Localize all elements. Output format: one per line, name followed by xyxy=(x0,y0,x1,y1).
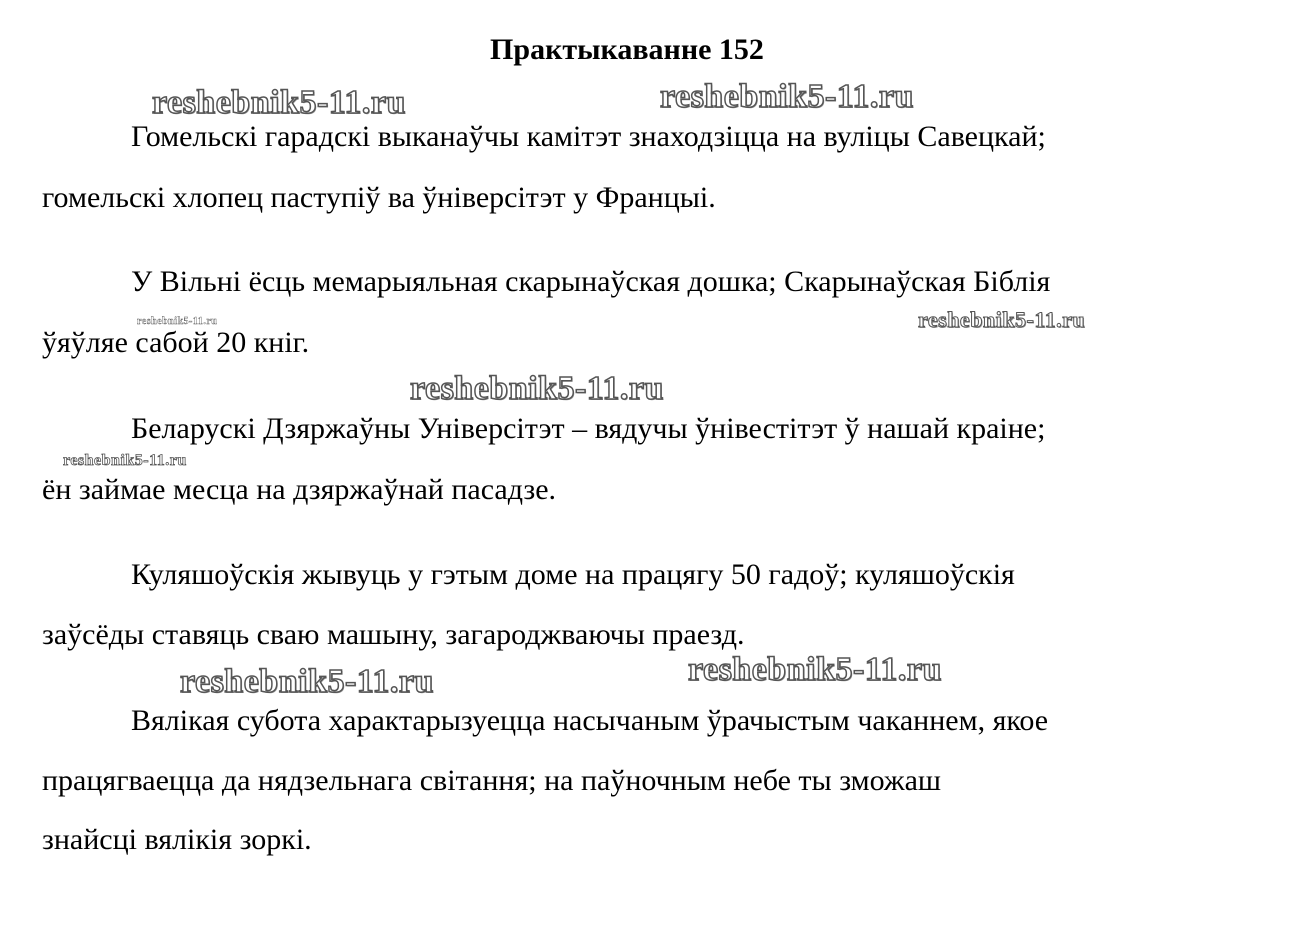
paragraph-2-line-2: ўяўляе сабой 20 кніг. xyxy=(42,326,310,359)
paragraph-2-line-1: У Вільні ёсць мемарыяльная скарынаўская дошка; Скарынаўская Біблія xyxy=(131,265,1051,298)
paragraph-3-line-2: ён займае месца на дзяржаўнай пасадзе. xyxy=(42,473,557,506)
paragraph-1-line-1: Гомельскі гарадскі выканаўчы камітэт знаходзіцца на вуліцы Савецкай; xyxy=(131,120,1046,153)
watermark: reshebnik5-11.ru xyxy=(137,316,218,327)
paragraph-4-line-2: заўсёды ставяць сваю машыну, загароджваючы праезд. xyxy=(42,618,745,651)
paragraph-5-line-1: Вялікая субота характарызуецца насычаным ўрачыстым чаканнем, якое xyxy=(131,704,1049,737)
watermark: reshebnik5-11.ru xyxy=(660,78,914,115)
paragraph-3-line-1: Беларускі Дзяржаўны Універсітэт – вядучы ўнівестітэт ў нашай краіне; xyxy=(131,412,1046,445)
watermark: reshebnik5-11.ru xyxy=(410,370,664,407)
paragraph-5-line-2: працягваецца да нядзельнага світання; на паўночным небе ты зможаш xyxy=(42,764,942,797)
watermark: reshebnik5-11.ru xyxy=(688,651,942,688)
watermark: reshebnik5-11.ru xyxy=(180,663,434,700)
paragraph-4-line-1: Куляшоўскія жывуць у гэтым доме на працягу 50 гадоў; куляшоўскія xyxy=(131,558,1015,591)
paragraph-5-line-3: знайсці вялікія зоркі. xyxy=(42,823,312,856)
watermark: reshebnik5-11.ru xyxy=(63,452,187,469)
paragraph-1-line-2: гомельскі хлопец паступіў ва ўніверсітэт у Францыі. xyxy=(42,181,716,214)
watermark: reshebnik5-11.ru xyxy=(918,307,1086,332)
page-title: Практыкаванне 152 xyxy=(490,33,764,66)
watermark: reshebnik5-11.ru xyxy=(152,84,406,121)
